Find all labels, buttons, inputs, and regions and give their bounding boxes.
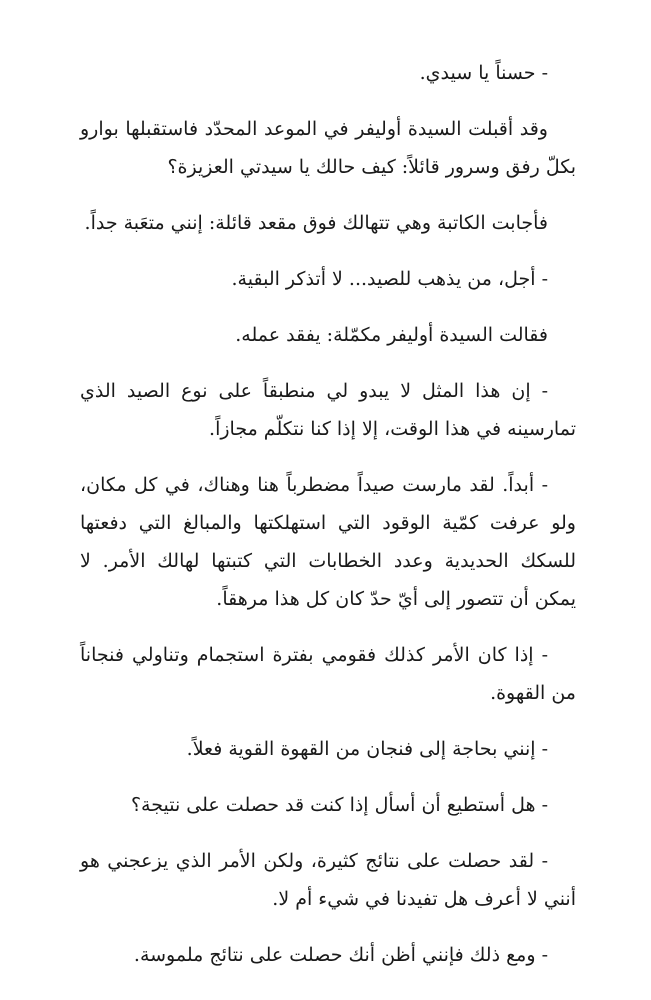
paragraph: - لقد حصلت على نتائج كثيرة، ولكن الأمر الذي يزعجني هو أنني لا أعرف هل تفيدنا في شيء أم لا. xyxy=(80,850,576,910)
paragraph: فأجابت الكاتبة وهي تتهالك فوق مقعد قائلة: إنني متعَبة جداً. xyxy=(84,212,548,234)
paragraph: - إذا كان الأمر كذلك فقومي بفترة استجمام وتناولي فنجاناً من القهوة. xyxy=(80,644,576,704)
paragraph: - أجل، من يذهب للصيد... لا أتذكر البقية. xyxy=(231,268,548,290)
paragraph: - أبداً. لقد مارست صيداً مضطرباً هنا وهناك، في كل مكان، ولو عرفت كمّية الوقود التي استهلكتها والمبالغ التي دفعتها للسكك الحديدية وعدد الخطابات التي كتبتها لهالك الأمر. لا يمكن أن تتصور إلى أيّ حدّ كان كل هذا مرهقاً. xyxy=(80,474,576,610)
paragraph: - هل أستطيع أن أسأل إذا كنت قد حصلت على نتيجة؟ xyxy=(130,794,548,816)
paragraph: - ومع ذلك فإنني أظن أنك حصلت على نتائج ملموسة. xyxy=(133,944,548,966)
book-page xyxy=(80,54,576,992)
paragraph: - إن هذا المثل لا يبدو لي منطبقاً على نوع الصيد الذي تمارسينه في هذا الوقت، إلا إذا كنا نتكلّم مجازاً. xyxy=(80,380,576,440)
paragraph: وقد أقبلت السيدة أوليفر في الموعد المحدّد فاستقبلها بوارو بكلّ رفق وسرور قائلاً: كيف حالك يا سيدتي العزيزة؟ xyxy=(80,118,576,178)
paragraph: - إنني بحاجة إلى فنجان من القهوة القوية فعلاً. xyxy=(186,738,548,760)
paragraph: - حسناً يا سيدي. xyxy=(419,62,548,84)
paragraph: فقالت السيدة أوليفر مكمّلة: يفقد عمله. xyxy=(235,324,548,346)
